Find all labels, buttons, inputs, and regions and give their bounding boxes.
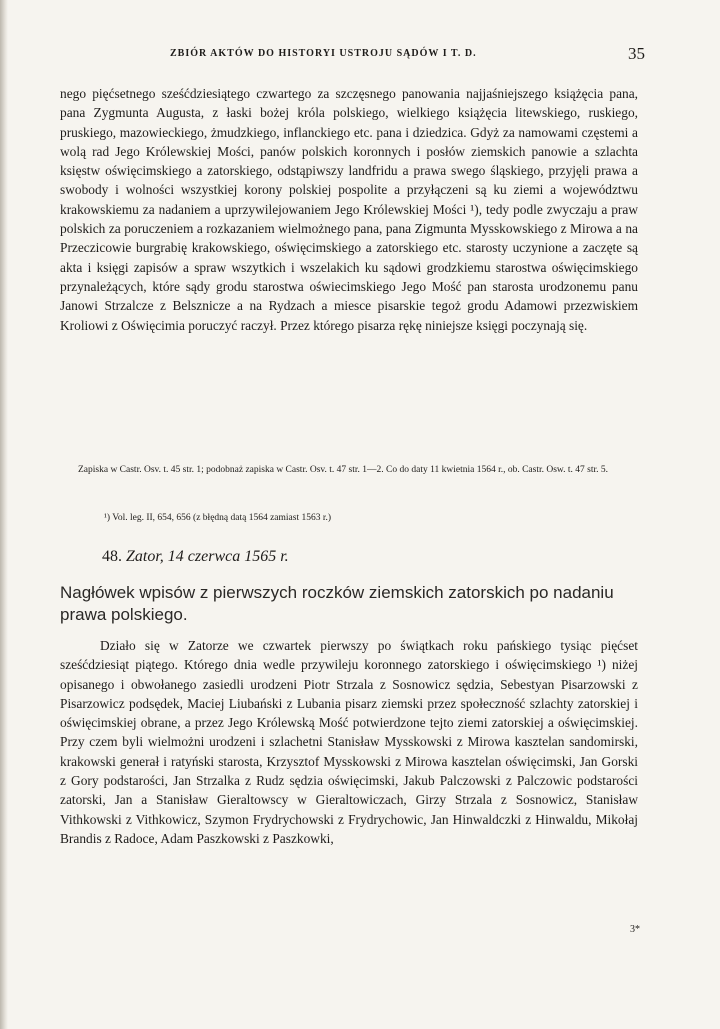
entry-48-heading (102, 548, 289, 566)
entry-47-footnote (60, 510, 638, 527)
entry-47-text (60, 84, 638, 335)
entry-48-text (60, 636, 638, 848)
page-header (60, 44, 645, 70)
entry-47-source-note (60, 462, 638, 479)
entry-place-date: Zator, 14 czerwca 1565 r. (126, 548, 289, 565)
entry-48-paragraph: Działo się w Zatorze we czwartek pierwszy po świątkach roku pańskiego tysiąc pięćset sześćdziesiąt piątego. Którego dnia wedle przywileju koronnego zatorskiego i oświęcimskiego ¹) niżej opisanego i obwołanego zasiedli urodzeni Piotr Strzala z Sosnowicz sędzia, Sebestyan Pisarzowski z Pisarzowicz podsędek, Maciej Liubański z Lubania pisarz ziemski przez społeczność szlachty zatorskiej i oświęcimskiej obrane, a przez Jego Królewską Mość potwierdzone tejto ziemi zatorskiej a oświęcimskiej. Przy czem byli wielmożni urodzeni i szlachetni Stanisław Mysskowski z Mirowa kasztelan sandomirski, krakowski generał i ratyński starosta, Krzysztof Mysskowski z Mirowa kasztelan oświęcimski, Jan Gorski z Gory podstarości, Jan Strzalka z Rudz sędzia oświęcimski, Jakub Palczowski z Palczowic podstarości zatorski, Jan a Stanisław Gieraltowscy w Gieraltowiczach, Girzy Strzala z Sosnowicz, Stanisław Vithkowski z Vithkowicz, Szymon Frydrychowski z Frydrychowic, Jan Hinwaldczki z Hinwaldu, Mikołaj Brandis z Radoce, Adam Paszkowski z Paszkowki, (60, 638, 638, 846)
running-title: ZBIÓR AKTÓW DO HISTORYI USTROJU SĄDÓW I T. D. (170, 48, 477, 59)
entry-47-paragraph: nego pięćsetnego sześćdziesiątego czwartego za szczęsnego panowania najjaśniejszego książęcia pana, pana Zygmunta Augusta, z łaski bożej króla polskiego, wielkiego książęcia litewskiego, ruskiego, pruskiego, mazowieckiego, żmudzkiego, inflanckiego etc. pana i dziedzica. Gdyż za namowami częstemi a wolą rad Jego Królewskiej Mości, panów polskich koronnych i posłów ziemskich panowie a szlachta księstw oświęcimskiego a zatorskiego, odstąpiwszy landfridu a prawa swego śląskiego, przyjęli prawa a swobody i wolności wszystkiej korony polskiej pospolite a przyłączeni są ku ziemi a województwu krakowskiemu za nadaniem a uprzywilejowaniem Jego Królewskiej Mości ¹), tedy podle zwyczaju a praw polskich za poruczeniem a rozkazaniem wielmożnego pana, pana Zigmunta Mysskowskiego z Mirowa a na Przeczicowie burgrabię krakowskiego, oświęcimskiego a zatorskiego etc. starosty uczynione a zaczęte są akta i księgi zapisów a spraw wszytkich i wszelakich ku sądowi grodzkiemu starostwa oświęcimskiego przynależących, które sądy grodu starostwa oświecimskiego Jego Mość pan starosta urodzonemu panu Janowi Strzalcze z Belsznicze a na Rydzach a miesce pisarskie tegoż grodu Adamowi przezwiskiem Kroliowi z Oświęcimia poruczyć raczył. Przez którego pisarza rękę niniejsze księgi poczynają się. (60, 86, 638, 333)
footnote: ¹) Vol. leg. II, 654, 656 (z błędną datą 1564 zamiast 1563 r.) (104, 513, 332, 523)
sheet-signature: 3* (630, 924, 640, 935)
entry-48-title: Nagłówek wpisów z pierwszych roczków ziemskich zatorskich po nadaniu prawa polskiego. (60, 583, 614, 624)
page-number: 35 (628, 44, 645, 63)
source-note: Zapiska w Castr. Osv. t. 45 str. 1; podobnaż zapiska w Castr. Osv. t. 47 str. 1—2. Co do daty 11 kwietnia 1564 r., ob. Castr. Osw. t. 47 str. 5. (78, 465, 609, 475)
entry-number: 48. (102, 548, 122, 565)
page-binding-edge (0, 0, 8, 1029)
